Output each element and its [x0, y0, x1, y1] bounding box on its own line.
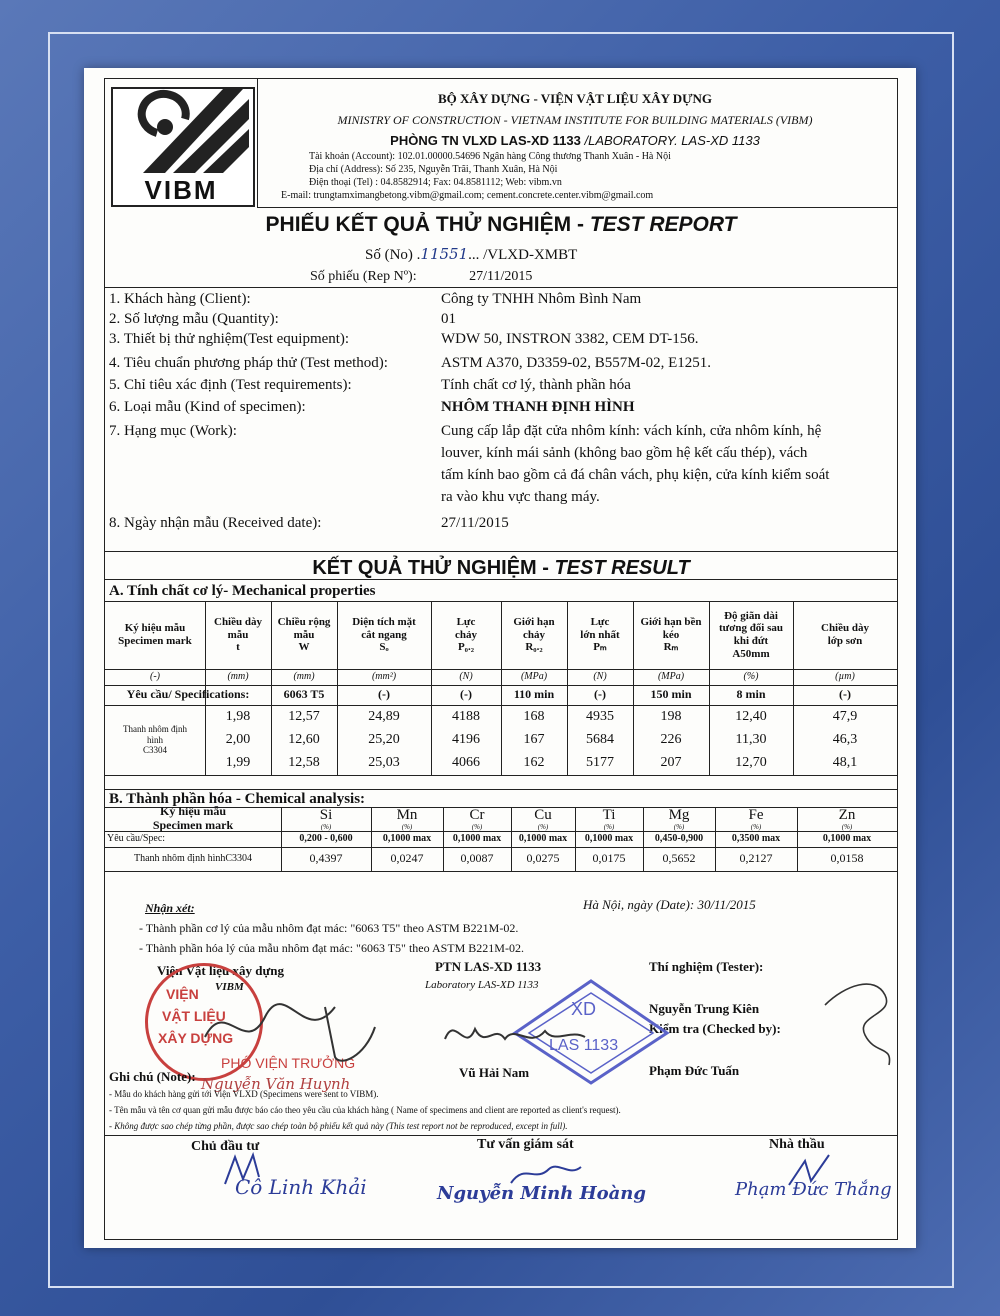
report-title: PHIẾU KẾT QUẢ THỬ NGHIỆM - TEST REPORT [265, 213, 737, 236]
spec-cell: (-) [378, 687, 390, 702]
element-header: Fe [748, 806, 764, 823]
table-cell: 2,00 [225, 731, 251, 747]
table-cell: 47,9 [832, 708, 858, 724]
stamp-xd-text: XD [571, 999, 597, 1019]
table-cell: 0,0247 [390, 851, 424, 866]
spec-cell: (-) [839, 687, 851, 702]
sample-name: Thanh nhôm định hìnhC3304 [133, 853, 253, 865]
table-cell: 5177 [586, 755, 614, 771]
spec-cell: 8 min [736, 687, 766, 702]
deputy-name: Nguyễn Văn Huynh [201, 1075, 351, 1093]
table-cell: 167 [523, 731, 545, 747]
table-hline [105, 789, 897, 790]
report-date-line: Số phiếu (Rep Nº): 27/11/2015 [310, 269, 533, 284]
mechanical-title: A. Tính chất cơ lý- Mechanical properties [109, 583, 376, 599]
spec-label: Yêu cầu/ Specifications: [126, 687, 250, 702]
info-label: 3. Thiết bị thử nghiệm(Test equipment): [109, 331, 350, 347]
info-value: Cung cấp lắp đặt cửa nhôm kính: vách kính, cửa nhôm kính, hệ [441, 423, 822, 439]
element-unit: (%) [603, 822, 615, 831]
table-cell: 12,58 [288, 755, 320, 771]
remark-line-1: - Thành phần cơ lý của mẫu nhôm đạt mác: "6063 T5" theo ASTM B221M-02. [139, 921, 519, 935]
specimen-mark-header: Ký hiệu mẫu Specimen mark [152, 804, 234, 832]
unit-cell: (mm) [227, 671, 249, 683]
checker-name: Phạm Đức Tuấn [649, 1063, 740, 1078]
note-3: - Không được sao chép từng phần, được sao chép toàn bộ phiếu kết quả này (This test report not be reproduced, except in full). [109, 1121, 568, 1131]
unit-cell: (mm) [293, 671, 315, 683]
unit-cell: (N) [593, 671, 607, 683]
table-cell: 168 [523, 708, 545, 724]
element-unit: (%) [471, 822, 483, 831]
ministry-vn: BỘ XÂY DỰNG - VIỆN VẬT LIỆU XÂY DỰNG [438, 91, 712, 106]
info-label: 4. Tiêu chuẩn phương pháp thử (Test method): [109, 355, 388, 371]
spec-cell: 0,450-0,900 [654, 833, 704, 845]
unit-cell: (µm) [835, 671, 855, 683]
remarks-date: Hà Nội, ngày (Date): 30/11/2015 [583, 897, 756, 912]
info-value: Tính chất cơ lý, thành phần hóa [441, 377, 631, 393]
lab-sign-label: PTN LAS-XD 1133 [435, 959, 542, 974]
info-value: ASTM A370, D3359-02, B557M-02, E1251. [441, 355, 712, 371]
institute-signature-icon [185, 987, 385, 1067]
table-cell: 0,5652 [662, 851, 696, 866]
owner-label: Chủ đầu tư [191, 1139, 260, 1154]
info-value: 01 [441, 311, 456, 327]
table-cell: 4935 [586, 708, 614, 724]
element-header: Cr [469, 806, 485, 823]
table-cell: 4196 [452, 731, 480, 747]
info-value: WDW 50, INSTRON 3382, CEM DT-156. [441, 331, 699, 347]
element-header: Ti [602, 806, 616, 823]
unit-cell: (MPa) [657, 671, 685, 683]
element-unit: (%) [320, 822, 332, 831]
element-unit: (%) [750, 822, 762, 831]
institute-stamp: VIỆN VẬT LIỆU XÂY DỰNG [145, 963, 263, 1081]
contractor-label: Nhà thầu [769, 1137, 825, 1152]
table-cell: 12,60 [288, 731, 320, 747]
note-label: Ghi chú (Note): [109, 1069, 196, 1084]
table-cell: 0,4397 [309, 851, 343, 866]
lab-sign-sub: Laboratory LAS-XD 1133 [425, 979, 539, 991]
note-2: - Tên mẫu và tên cơ quan gửi mẫu được báo cáo theo yêu cầu của khách hàng ( Name of specimens and client are reported as client's request). [109, 1105, 621, 1115]
account-line: Tài khoản (Account): 102.01.00000.54696 Ngân hàng Công thương Thanh Xuân - Hà Nội [309, 151, 671, 162]
contractor-initial-icon [785, 1151, 835, 1191]
table-cell: 207 [660, 755, 682, 771]
spec-cell: (-) [460, 687, 472, 702]
column-header: Lực lớn nhất Pₘ [580, 616, 620, 654]
logo-text: VIBM [144, 175, 218, 205]
unit-cell: (-) [150, 671, 160, 683]
remark-line-2: - Thành phần hóa lý của mẫu nhôm đạt mác: "6063 T5" theo ASTM B221M-02. [139, 941, 524, 955]
lab-head-name: Vũ Hải Nam [459, 1065, 530, 1080]
table-cell: 11,30 [735, 731, 767, 747]
spec-label: Yêu cầu/Spec: [107, 833, 166, 845]
spec-cell: 0,1000 max [452, 833, 502, 845]
element-header: Mg [668, 806, 690, 823]
table-hline [105, 775, 897, 776]
note-1: - Mẫu do khách hàng gửi tới Viện VLXD (Specimens were sent to VIBM). [109, 1089, 379, 1099]
column-header: Diện tích mặt cắt ngang Sₒ [352, 616, 416, 654]
element-unit: (%) [537, 822, 549, 831]
table-cell: 12,40 [735, 708, 767, 724]
institute-sub: VIBM [215, 981, 244, 993]
table-cell: 5684 [586, 731, 614, 747]
stamp-las-text: LAS 1133 [549, 1037, 619, 1054]
info-label: 2. Số lượng mẫu (Quantity): [109, 311, 279, 327]
table-cell: 25,20 [368, 731, 400, 747]
document-paper [84, 68, 916, 1248]
info-label: 7. Hạng mục (Work): [109, 423, 237, 439]
tester-name: Nguyễn Trung Kiên [649, 1001, 760, 1016]
ministry-en: MINISTRY OF CONSTRUCTION - VIETNAM INSTITUTE FOR BUILDING MATERIALS (VIBM) [337, 113, 813, 127]
table-cell: 226 [660, 731, 682, 747]
element-unit: (%) [841, 822, 853, 831]
lab-name: PHÒNG TN VLXD LAS-XD 1133 /LABORATORY. LAS-XD 1133 [390, 133, 760, 148]
address-line: Địa chỉ (Address): Số 235, Nguyễn Trãi, Thanh Xuân, Hà Nội [309, 164, 558, 175]
table-cell: 0,0275 [526, 851, 560, 866]
deputy-title: PHÓ VIỆN TRƯỞNG [221, 1055, 356, 1071]
logo-graphic-icon [113, 89, 249, 173]
info-value: louver, kính mái sảnh (không bao gồm hệ kết cấu thép), vách [441, 445, 808, 461]
consultant-label: Tư vấn giám sát [477, 1137, 574, 1152]
chemical-title: B. Thành phần hóa - Chemical analysis: [109, 791, 366, 807]
element-header: Mn [396, 806, 418, 823]
column-header: Chiều rộng mẫu W [277, 616, 331, 654]
table-cell: 162 [523, 755, 545, 771]
report-number: Số (No) .11551... /VLXD-XMBT [365, 245, 578, 263]
info-label: 5. Chỉ tiêu xác định (Test requirements): [109, 377, 352, 393]
element-header: Si [319, 806, 333, 823]
table-cell: 1,99 [225, 755, 251, 771]
table-cell: 0,0087 [460, 851, 494, 866]
unit-cell: (mm²) [371, 671, 397, 683]
info-label: 6. Loại mẫu (Kind of specimen): [109, 399, 306, 415]
consultant-initial-icon [505, 1159, 585, 1189]
spec-cell: (-) [594, 687, 606, 702]
table-cell: 48,1 [832, 755, 858, 771]
table-cell: 198 [660, 708, 682, 724]
spec-cell: 0,1000 max [382, 833, 432, 845]
table-cell: 0,0158 [830, 851, 864, 866]
info-value: Công ty TNHH Nhôm Bình Nam [441, 291, 642, 307]
result-title: KẾT QUẢ THỬ NGHIỆM - TEST RESULT [312, 557, 690, 579]
info-value: ra vào khu vực thang máy. [441, 489, 600, 505]
table-cell: 12,57 [288, 708, 320, 724]
remarks-label: Nhận xét: [145, 901, 195, 915]
table-cell: 12,70 [735, 755, 767, 771]
column-header: Giới hạn chảy R₀.₂ [513, 616, 555, 654]
unit-cell: (N) [459, 671, 473, 683]
table-hline [105, 871, 897, 872]
table-cell: 0,2127 [739, 851, 773, 866]
contractor-signature: Phạm Đức Thắng [735, 1179, 892, 1200]
table-cell: 0,0175 [592, 851, 626, 866]
phone-line: Điện thoại (Tel) : 04.8582914; Fax: 04.8581112; Web: vibm.vn [309, 177, 562, 188]
spec-cell: 0,3500 max [731, 833, 781, 845]
info-value: 27/11/2015 [441, 515, 509, 531]
spec-cell: 0,200 - 0,600 [299, 833, 353, 845]
spec-cell: 150 min [650, 687, 692, 702]
column-header: Giới hạn bền kéo Rₘ [640, 616, 702, 654]
table-cell: 4066 [452, 755, 480, 771]
table-cell: 24,89 [368, 708, 400, 724]
owner-initial-icon [215, 1149, 275, 1189]
sample-name: Thanh nhôm định hình C3304 [123, 724, 187, 756]
column-header: Chiều dày mẫu t [214, 616, 262, 654]
tester-label: Thí nghiệm (Tester): [649, 959, 764, 974]
table-cell: 1,98 [225, 708, 251, 724]
institute-label: Viện Vật liệu xây dựng [157, 963, 284, 978]
column-header: Ký hiệu mẫu Specimen mark [118, 622, 192, 647]
table-cell: 4188 [452, 708, 480, 724]
spec-cell: 110 min [513, 687, 555, 702]
table-cell: 46,3 [832, 731, 858, 747]
unit-cell: (%) [743, 671, 759, 683]
lab-head-signature-icon [435, 1009, 595, 1059]
email-line: E-mail: trungtamximangbetong.vibm@gmail.com; cement.concrete.center.vibm@gmail.com [281, 190, 654, 201]
column-header: Chiều dày lớp sơn [821, 622, 869, 647]
checked-label: Kiểm tra (Checked by): [649, 1021, 781, 1036]
table-cell: 25,03 [368, 755, 400, 771]
info-label: 8. Ngày nhận mẫu (Received date): [109, 515, 322, 531]
owner-signature: Cô Linh Khải [235, 1175, 367, 1199]
spec-cell: 0,1000 max [822, 833, 872, 845]
column-header: Độ giãn dài tương đối sau khi đứt A50mm [718, 609, 784, 660]
info-value: tấm kính bao gồm cả đá chân vách, phụ kiện, cửa kính kiểm soát [441, 467, 830, 483]
test-report-sheet [104, 78, 898, 1240]
element-header: Cu [534, 806, 552, 823]
vibm-logo [111, 87, 255, 207]
unit-cell: (MPa) [520, 671, 548, 683]
element-header: Zn [838, 806, 856, 823]
element-unit: (%) [401, 822, 413, 831]
info-value: NHÔM THANH ĐỊNH HÌNH [441, 399, 635, 415]
element-unit: (%) [673, 822, 685, 831]
spec-cell: 0,1000 max [518, 833, 568, 845]
spec-cell: 6063 T5 [283, 687, 325, 702]
tester-signature-icon [815, 975, 899, 1075]
info-label: 1. Khách hàng (Client): [109, 291, 251, 307]
spec-cell: 0,1000 max [584, 833, 634, 845]
consultant-signature: Nguyễn Minh Hoàng [437, 1183, 646, 1204]
column-header: Lực chảy P₀.₂ [455, 616, 477, 654]
